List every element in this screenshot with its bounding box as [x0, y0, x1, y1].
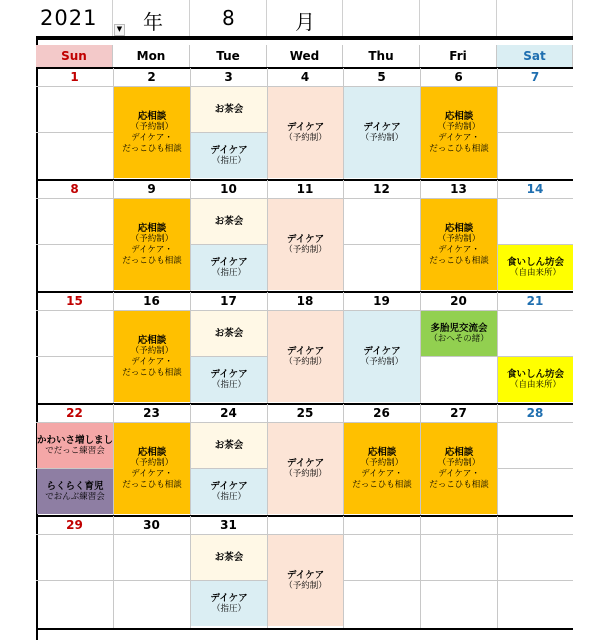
column-divider — [497, 404, 498, 516]
event-detail: （予約制） — [437, 121, 481, 132]
event-detail: デイケア・ — [438, 468, 480, 479]
event-title: 応相談 — [137, 334, 167, 346]
day-number: 14 — [526, 182, 544, 196]
day-number: 13 — [450, 182, 467, 196]
event-title: 応相談 — [367, 446, 397, 458]
event-title: デイケア — [286, 457, 325, 469]
year-cell[interactable] — [36, 0, 113, 37]
event-detail: デイケア・ — [131, 244, 173, 255]
day-number: 6 — [454, 70, 463, 84]
event-detail: デイケア・ — [131, 356, 173, 367]
event-title: お茶会 — [214, 440, 244, 451]
day-number — [497, 517, 573, 534]
day-number: 31 — [220, 518, 237, 532]
event-tue-bottom[interactable] — [191, 581, 267, 626]
column-divider — [497, 516, 498, 628]
day-number: 7 — [530, 70, 540, 84]
day-number — [420, 517, 497, 534]
day-number: 30 — [143, 518, 160, 532]
event-title: デイケア — [286, 345, 325, 357]
event-title: デイケア — [210, 256, 248, 268]
event-detail: （予約制） — [360, 457, 404, 468]
event-detail: （予約制） — [284, 244, 327, 255]
event-detail: （予約制） — [130, 345, 174, 356]
event-detail: デイケア・ — [131, 132, 173, 143]
event-detail: だっこひも相談 — [429, 143, 489, 154]
event-detail: だっこひも相談 — [122, 479, 182, 490]
event-detail: （予約制） — [360, 132, 404, 143]
column-divider — [343, 516, 344, 628]
event-thu[interactable] — [344, 311, 420, 402]
day-number: 15 — [66, 294, 83, 308]
event-fri[interactable] — [421, 87, 497, 178]
event-mon[interactable] — [114, 311, 190, 402]
day-number: 29 — [66, 518, 83, 532]
weekday-wed: Wed — [267, 45, 343, 67]
event-wed[interactable] — [268, 199, 343, 290]
event-title: デイケア — [286, 121, 325, 133]
event-title: デイケア — [286, 233, 325, 245]
event-tue-bottom[interactable] — [191, 357, 267, 402]
year-unit: 年 — [143, 10, 163, 34]
day-number: 8 — [70, 182, 79, 196]
day-number: 20 — [450, 294, 467, 308]
event-fri[interactable] — [421, 311, 497, 356]
weekday-sat: Sat — [497, 45, 573, 67]
event-detail: （指圧） — [211, 267, 246, 278]
column-divider — [497, 68, 498, 180]
event-detail: デイケア・ — [131, 468, 173, 479]
day-number — [267, 517, 343, 534]
month-unit-cell — [267, 0, 343, 37]
event-mon[interactable] — [114, 87, 190, 178]
calendar-header — [36, 0, 573, 37]
event-detail: （予約制） — [130, 233, 174, 244]
event-detail: （指圧） — [211, 491, 246, 502]
day-number: 25 — [296, 406, 314, 420]
event-detail: だっこひも相談 — [122, 255, 182, 266]
event-fri[interactable] — [421, 199, 497, 290]
day-number: 21 — [526, 294, 544, 308]
event-title: デイケア — [363, 345, 401, 357]
event-detail: （指圧） — [211, 379, 246, 390]
event-sun-bottom[interactable] — [37, 469, 113, 514]
event-detail: （予約制） — [360, 356, 404, 367]
event-detail: デイケア・ — [361, 468, 403, 479]
month-value: 8 — [222, 6, 235, 30]
day-number: 19 — [373, 294, 390, 308]
event-tue-bottom[interactable] — [191, 133, 267, 178]
empty-header-cell — [420, 0, 497, 37]
day-number: 12 — [373, 182, 390, 196]
event-wed[interactable] — [268, 535, 343, 626]
year-unit-cell — [113, 0, 190, 37]
day-number: 10 — [220, 182, 237, 196]
event-detail: だっこひも相談 — [429, 479, 489, 490]
event-title: デイケア — [210, 592, 248, 604]
event-detail: （予約制） — [437, 457, 481, 468]
weekday-thu: Thu — [343, 45, 420, 67]
event-title: デイケア — [363, 121, 401, 133]
event-title: 応相談 — [137, 222, 167, 234]
event-detail: だっこひも相談 — [122, 367, 182, 378]
day-number: 17 — [220, 294, 237, 308]
event-detail: （予約制） — [130, 121, 174, 132]
event-tue-top[interactable] — [191, 87, 267, 132]
column-divider — [343, 180, 344, 292]
day-number — [343, 517, 420, 534]
event-title: デイケア — [286, 569, 325, 581]
event-detail: だっこひも相談 — [429, 255, 489, 266]
event-title: 食いしん坊会 — [506, 368, 564, 380]
event-title: お茶会 — [214, 104, 244, 115]
header-divider — [36, 36, 573, 40]
day-number: 28 — [526, 406, 544, 420]
event-detail: でだっこ練習会 — [45, 445, 105, 456]
event-title: かわいさ増しまし — [37, 434, 114, 446]
day-number: 4 — [300, 70, 310, 84]
event-tue-top[interactable] — [191, 423, 267, 468]
event-mon[interactable] — [114, 199, 190, 290]
event-title: 応相談 — [444, 222, 474, 234]
event-detail: （予約制） — [284, 468, 327, 479]
event-wed[interactable] — [268, 311, 343, 402]
day-number: 5 — [377, 70, 386, 84]
day-number: 11 — [296, 182, 314, 196]
event-title: 応相談 — [444, 446, 474, 458]
event-title: お茶会 — [214, 328, 244, 339]
event-thu[interactable] — [344, 87, 420, 178]
event-fri[interactable] — [421, 423, 497, 514]
event-detail: （予約制） — [284, 580, 327, 591]
event-title: デイケア — [210, 480, 248, 492]
day-number: 27 — [450, 406, 467, 420]
event-thu[interactable] — [344, 423, 420, 514]
weekday-tue: Tue — [190, 45, 267, 67]
event-detail: （予約制） — [284, 132, 327, 143]
event-tue-bottom[interactable] — [191, 245, 267, 290]
weekday-sun: Sun — [36, 45, 113, 67]
weekday-fri: Fri — [420, 45, 497, 67]
day-number: 23 — [143, 406, 160, 420]
month-unit: 月 — [295, 10, 315, 34]
event-detail: だっこひも相談 — [352, 479, 412, 490]
day-number: 24 — [220, 406, 237, 420]
event-detail: （予約制） — [130, 457, 174, 468]
day-number: 3 — [224, 70, 233, 84]
event-detail: （予約制） — [437, 233, 481, 244]
event-title: 応相談 — [137, 110, 167, 122]
event-mon[interactable] — [114, 423, 190, 514]
event-detail: （指圧） — [211, 603, 246, 614]
day-number: 26 — [373, 406, 390, 420]
event-detail: だっこひも相談 — [122, 143, 182, 154]
event-detail: デイケア・ — [438, 244, 480, 255]
event-wed[interactable] — [268, 87, 343, 178]
left-border — [36, 37, 38, 640]
year-value: 2021 — [40, 6, 98, 30]
empty-header-cell — [497, 0, 573, 37]
event-sun-top[interactable] — [37, 423, 113, 468]
event-tue-top[interactable] — [191, 311, 267, 356]
column-divider — [420, 516, 421, 628]
event-tue-top[interactable] — [191, 535, 267, 580]
day-number: 16 — [143, 294, 160, 308]
empty-header-cell — [343, 0, 420, 37]
event-tue-top[interactable] — [191, 199, 267, 244]
event-detail: （自由来所） — [509, 267, 561, 278]
day-number: 2 — [147, 70, 156, 84]
event-title: デイケア — [210, 368, 248, 380]
event-detail: （予約制） — [284, 356, 327, 367]
event-title: お茶会 — [214, 216, 244, 227]
event-detail: デイケア・ — [438, 132, 480, 143]
event-title: 食いしん坊会 — [506, 256, 564, 268]
event-wed[interactable] — [268, 423, 343, 514]
month-cell[interactable] — [190, 0, 267, 37]
event-title: お茶会 — [214, 552, 244, 563]
event-title: デイケア — [210, 144, 248, 156]
weekday-mon: Mon — [113, 45, 190, 67]
column-divider — [113, 516, 114, 628]
event-sat[interactable] — [498, 357, 573, 402]
day-number: 22 — [66, 406, 83, 420]
event-title: 応相談 — [137, 446, 167, 458]
event-detail: （自由来所） — [509, 379, 561, 390]
chevron-down-icon[interactable]: ▼ — [114, 24, 125, 36]
event-title: 多胎児交流会 — [430, 322, 488, 334]
event-tue-bottom[interactable] — [191, 469, 267, 514]
day-number: 9 — [147, 182, 156, 196]
day-number: 18 — [296, 294, 314, 308]
event-detail: でおんぶ練習会 — [45, 491, 105, 502]
day-number: 1 — [70, 70, 79, 84]
event-detail: （指圧） — [211, 155, 246, 166]
event-title: 応相談 — [444, 110, 474, 122]
event-sat[interactable] — [498, 245, 573, 290]
calendar-bottom-border — [36, 628, 573, 630]
event-detail: （おへその緒） — [429, 333, 489, 344]
event-title: らくらく育児 — [46, 480, 104, 492]
